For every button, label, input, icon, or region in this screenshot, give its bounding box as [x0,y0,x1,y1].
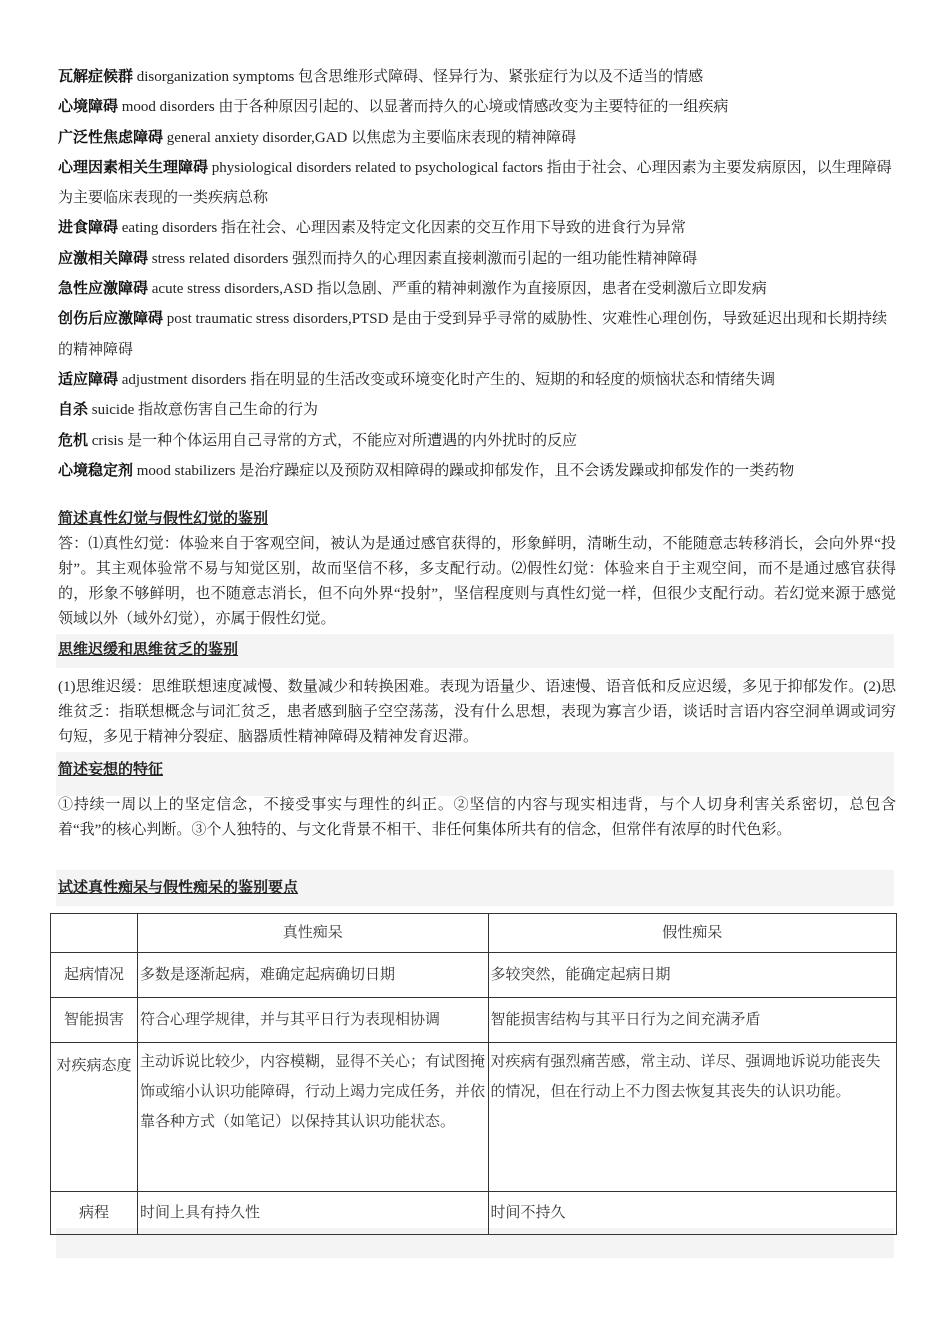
definition [58,213,898,243]
section-body: (1)思维迟缓：思维联想速度减慢、数量减少和转换困难。表现为语量少、语速慢、语音低和反应迟缓，多见于抑郁发作。(2)思维贫乏：指联想概念与词汇贫乏，患者感到脑子空空荡荡，没有什么思想，表现为寡言少语，谈话时言语内容空洞单调或词穷句短，多见于精神分裂症、脑器质性精神障碍及精神发育迟滞。 [58,679,896,745]
definition-text: physiological disorders related to psychological factors 指由于社会、心理因素为主要发病原因，以生理障碍为主要临床表现的一类疾病总称 [58,159,892,207]
definition [58,123,898,153]
row-label: 对疾病态度 [51,1043,138,1192]
definition-text: adjustment disorders 指在明显的生活改变或环境变化时产生的、短期的和轻度的烦恼状态和情绪失调 [118,371,776,388]
row-label: 起病情况 [51,953,138,998]
section-dementia [58,876,896,901]
definition [58,304,898,365]
term: 应激相关障碍 [58,250,149,267]
definition [58,92,898,122]
cell-pseudo-dementia: 智能损害结构与其平日行为之间充满矛盾 [488,998,896,1043]
table-header-row [51,914,897,953]
section-delusion [58,758,896,843]
cell-pseudo-dementia: 时间不持久 [488,1192,896,1235]
definition [58,395,898,425]
definition [58,426,898,456]
table-row [51,953,897,998]
definition [58,244,898,274]
cell-true-dementia: 时间上具有持久性 [137,1192,488,1235]
cell-pseudo-dementia: 多较突然，能确定起病日期 [488,953,896,998]
definition-text: general anxiety disorder,GAD 以焦虑为主要临床表现的精神障碍 [163,129,577,146]
section-body: 答：⑴真性幻觉：体验来自于客观空间，被认为是通过感官获得的，形象鲜明，清晰生动，不能随意志转移消长，会向外界“投射”。其主观体验常不易与知觉区别，故而坚信不移，多支配行动。⑵假性幻觉：体验来自于主观空间，而不是通过感官获得的，形象不够鲜明，也不随意志消长，但不向外界“投射”，坚信程度则与真性幻觉一样，但很少支配行动。若幻觉来源于感觉领域以外（域外幻觉），亦属于假性幻觉。 [58,536,896,627]
definition-text: crisis 是一种个体运用自己寻常的方式，不能应对所遭遇的内外扰时的反应 [88,432,578,449]
cell-true-dementia: 主动诉说比较少，内容模糊，显得不关心；有试图掩饰或缩小认识功能障碍，行动上竭力完成任务，并依靠各种方式（如笔记）以保持其认识功能状态。 [137,1043,488,1192]
definition [58,456,898,486]
term: 心境稳定剂 [58,462,134,479]
definition-text: mood disorders 由于各种原因引起的、以显著而持久的心境或情感改变为主要特征的一组疾病 [118,99,729,116]
header-cell [51,914,138,953]
section-heading: 简述真性幻觉与假性幻觉的鉴别 [58,511,269,527]
term: 危机 [58,432,89,449]
section-hallucination [58,507,896,632]
term: 广泛性焦虑障碍 [58,129,164,146]
definition-text: mood stabilizers 是治疗躁症以及预防双相障碍的躁或抑郁发作，且不会诱发躁或抑郁发作的一类药物 [133,462,795,479]
definition-text: acute stress disorders,ASD 指以急剧、严重的精神刺激作为直接原因，患者在受刺激后立即发病 [148,281,767,298]
section-heading: 思维迟缓和思维贫乏的鉴别 [58,642,239,658]
term: 自杀 [58,402,89,419]
section-thinking [58,638,896,750]
term: 心境障碍 [58,99,119,116]
definition [58,62,898,92]
table-row [51,1043,897,1192]
term: 心理因素相关生理障碍 [58,159,209,176]
definition-text: eating disorders 指在社会、心理因素及特定文化因素的交互作用下导致的进食行为异常 [118,220,686,237]
term: 创伤后应激障碍 [58,311,164,328]
term: 急性应激障碍 [58,281,149,298]
definition [58,274,898,304]
cell-true-dementia: 多数是逐渐起病，难确定起病确切日期 [137,953,488,998]
table-row [51,1192,897,1235]
header-cell: 假性痴呆 [488,914,896,953]
section-body: ①持续一周以上的坚定信念，不接受事实与理性的纠正。②坚信的内容与现实相违背，与个人切身利害关系密切，总包含着“我”的核心判断。③个人独特的、与文化背景不相干、非任何集体所共有的信念，但常伴有浓厚的时代色彩。 [58,797,896,838]
cell-pseudo-dementia: 对疾病有强烈痛苦感，常主动、详尽、强调地诉说功能丧失的情况，但在行动上不力图去恢复其丧失的认识功能。 [488,1043,896,1192]
section-heading: 试述真性痴呆与假性痴呆的鉴别要点 [58,880,299,896]
row-label: 智能损害 [51,998,138,1043]
definition [58,365,898,395]
definition-text: post traumatic stress disorders,PTSD 是由于受到异乎寻常的威胁性、灾难性心理创伤，导致延迟出现和长期持续的精神障碍 [58,311,888,358]
row-label: 病程 [51,1192,138,1235]
header-cell: 真性痴呆 [137,914,488,953]
definition-text: disorganization symptoms 包含思维形式障碍、怪异行为、紧张症行为以及不适当的情感 [133,69,704,85]
definitions-list [58,62,898,486]
definition [58,153,898,214]
term: 适应障碍 [58,371,119,388]
dementia-comparison-table [50,913,897,1235]
definition-text: suicide 指故意伤害自己生命的行为 [88,402,319,419]
section-heading: 简述妄想的特征 [58,762,164,778]
term: 瓦解症候群 [58,69,134,85]
cell-true-dementia: 符合心理学规律，并与其平日行为表现相协调 [137,998,488,1043]
term: 进食障碍 [58,220,119,237]
table-row [51,998,897,1043]
definition-text: stress related disorders 强烈而持久的心理因素直接刺激而引起的一组功能性精神障碍 [148,250,698,267]
